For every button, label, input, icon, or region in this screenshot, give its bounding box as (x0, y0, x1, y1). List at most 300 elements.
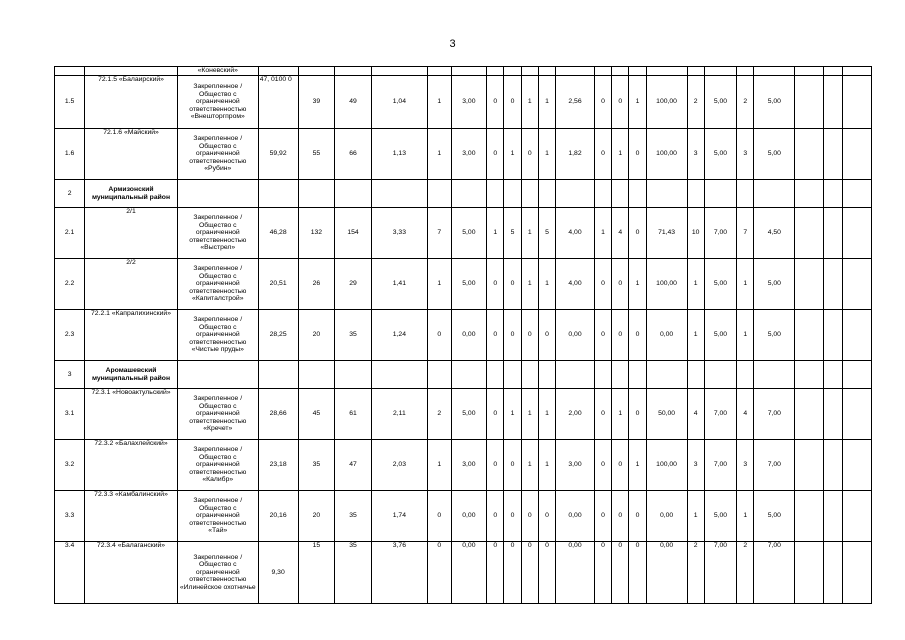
row-number-cell: 1.6 (55, 129, 85, 180)
cell-empty (824, 76, 842, 129)
value-cell: 2 (737, 542, 754, 604)
value-cell: 0 (629, 310, 646, 361)
row-number-cell: 3.4 (55, 542, 85, 604)
value-cell: 0 (594, 389, 611, 440)
value-cell: 47 (335, 440, 372, 491)
value-cell: 5,00 (704, 259, 736, 310)
value-cell: 5,00 (754, 491, 795, 542)
value-cell (754, 361, 795, 389)
value-cell: 0 (629, 389, 646, 440)
area-cell: 59,92 (258, 129, 298, 180)
name-cell: 2/2 (85, 259, 178, 310)
value-cell: 1 (737, 310, 754, 361)
value-cell: 5 (504, 208, 521, 259)
value-cell: 0,00 (646, 491, 687, 542)
value-cell: 0 (487, 310, 504, 361)
value-cell: 7 (737, 208, 754, 259)
cell-empty (538, 67, 555, 76)
value-cell: 0,00 (556, 491, 595, 542)
owner-cell: Закрепленное / Общество с ограниченной ответственностью «Выстрел» (177, 208, 258, 259)
value-cell: 0 (594, 310, 611, 361)
value-cell: 5,00 (754, 310, 795, 361)
value-cell: 55 (298, 129, 335, 180)
cell-empty (824, 67, 842, 76)
value-cell: 0 (487, 389, 504, 440)
row-number-cell: 3 (55, 361, 85, 389)
value-cell: 1,04 (371, 76, 427, 129)
area-cell: 23,18 (258, 440, 298, 491)
value-cell: 2 (687, 76, 704, 129)
value-cell: 0 (427, 542, 451, 604)
value-cell: 0 (504, 491, 521, 542)
cell-empty (521, 67, 538, 76)
value-cell: 7,00 (754, 542, 795, 604)
cell-empty (629, 67, 646, 76)
cell-empty (795, 129, 824, 180)
row-number-cell: 2 (55, 180, 85, 208)
value-cell: 1 (538, 76, 555, 129)
cell-empty (824, 491, 842, 542)
value-cell: 1 (629, 76, 646, 129)
cell-empty (824, 208, 842, 259)
value-cell: 3,00 (451, 129, 487, 180)
value-cell (687, 180, 704, 208)
area-cell: 20,51 (258, 259, 298, 310)
row-number-cell: 1.5 (55, 76, 85, 129)
row-number-cell: 2.3 (55, 310, 85, 361)
cell-empty (842, 76, 871, 129)
value-cell (538, 361, 555, 389)
cell-empty (842, 129, 871, 180)
value-cell: 5,00 (451, 208, 487, 259)
value-cell: 10 (687, 208, 704, 259)
value-cell: 1,82 (556, 129, 595, 180)
owner-cell: Закрепленное / Общество с ограниченной ответственностью «Чистые пруды» (177, 310, 258, 361)
table-row (55, 542, 872, 604)
cell-empty (737, 67, 754, 76)
value-cell: 1 (612, 129, 629, 180)
value-cell: 0 (629, 491, 646, 542)
value-cell: 1 (737, 259, 754, 310)
cell-empty (824, 310, 842, 361)
name-cell: 72.1.5 «Балаирский» (85, 76, 178, 129)
value-cell: 1,13 (371, 129, 427, 180)
owner-cell: Закрепленное / Общество с ограниченной ответственностью «Тай» (177, 491, 258, 542)
cell-empty (842, 67, 871, 76)
owner-cell: Закрепленное / Общество с ограниченной ответственностью «Калибр» (177, 440, 258, 491)
table-row (55, 129, 872, 180)
area-cell (258, 180, 298, 208)
value-cell: 20 (298, 310, 335, 361)
value-cell: 0 (504, 310, 521, 361)
value-cell: 66 (335, 129, 372, 180)
cell-empty (842, 491, 871, 542)
cell-empty (85, 67, 178, 76)
value-cell: 0 (538, 491, 555, 542)
value-cell: 35 (298, 440, 335, 491)
value-cell: 3 (737, 440, 754, 491)
value-cell: 0,00 (451, 310, 487, 361)
value-cell: 0 (594, 542, 611, 604)
value-cell: 0 (521, 310, 538, 361)
value-cell: 1 (538, 259, 555, 310)
value-cell (451, 180, 487, 208)
owner-cell: Закрепленное / Общество с ограниченной ответственностью «Илинейское охотничье (177, 542, 258, 604)
value-cell: 0 (612, 76, 629, 129)
value-cell: 0 (487, 259, 504, 310)
table-row (55, 208, 872, 259)
value-cell: 7,00 (754, 389, 795, 440)
value-cell: 0 (612, 491, 629, 542)
value-cell: 3,33 (371, 208, 427, 259)
value-cell: 0 (521, 491, 538, 542)
value-cell (538, 180, 555, 208)
value-cell: 2,56 (556, 76, 595, 129)
value-cell: 7,00 (704, 208, 736, 259)
cell-empty (824, 542, 842, 604)
cell-empty (824, 129, 842, 180)
value-cell: 3 (737, 129, 754, 180)
value-cell: 7,00 (704, 542, 736, 604)
value-cell: 1,41 (371, 259, 427, 310)
value-cell: 7 (427, 208, 451, 259)
section-row (55, 361, 872, 389)
cell-empty (842, 361, 871, 389)
value-cell (594, 180, 611, 208)
cell-empty (754, 67, 795, 76)
cell-empty (842, 180, 871, 208)
cell-empty (646, 67, 687, 76)
value-cell: 0,00 (451, 542, 487, 604)
table-row (55, 440, 872, 491)
area-cell: 28,25 (258, 310, 298, 361)
value-cell (704, 180, 736, 208)
name-cell: 2/1 (85, 208, 178, 259)
value-cell: 0 (612, 542, 629, 604)
owner-cell: Закрепленное / Общество с ограниченной ответственностью «Рубин» (177, 129, 258, 180)
value-cell: 2 (427, 389, 451, 440)
value-cell: 2 (687, 542, 704, 604)
section-row (55, 180, 872, 208)
value-cell: 20 (298, 491, 335, 542)
value-cell: 3,00 (451, 440, 487, 491)
value-cell: 71,43 (646, 208, 687, 259)
value-cell: 1 (538, 389, 555, 440)
cell-empty (795, 76, 824, 129)
value-cell: 1 (737, 491, 754, 542)
cell-empty (371, 67, 427, 76)
table-row (55, 259, 872, 310)
cell-empty (842, 310, 871, 361)
owner-cell: «Коневский» (177, 67, 258, 76)
value-cell: 0 (629, 129, 646, 180)
value-cell: 5,00 (451, 389, 487, 440)
value-cell: 0,00 (556, 542, 595, 604)
value-cell: 35 (335, 491, 372, 542)
table-row (55, 310, 872, 361)
owner-cell: Закрепленное / Общество с ограниченной ответственностью «Кречет» (177, 389, 258, 440)
owner-cell: Закрепленное / Общество с ограниченной ответственностью «Капиталстрой» (177, 259, 258, 310)
cell-empty (824, 259, 842, 310)
value-cell: 0 (612, 310, 629, 361)
cell-empty (824, 361, 842, 389)
name-cell: Аромашевский муниципальный район (85, 361, 178, 389)
value-cell (335, 180, 372, 208)
value-cell: 1 (504, 129, 521, 180)
value-cell: 0,00 (646, 542, 687, 604)
value-cell: 1 (427, 440, 451, 491)
value-cell (487, 180, 504, 208)
table-row (55, 76, 872, 129)
value-cell: 2,11 (371, 389, 427, 440)
value-cell: 100,00 (646, 440, 687, 491)
value-cell: 1,74 (371, 491, 427, 542)
value-cell: 15 (298, 542, 335, 604)
cell-empty (842, 389, 871, 440)
value-cell: 0 (504, 542, 521, 604)
name-cell: Армизонский муниципальный район (85, 180, 178, 208)
value-cell: 100,00 (646, 76, 687, 129)
value-cell: 3,76 (371, 542, 427, 604)
value-cell: 0 (521, 542, 538, 604)
value-cell: 4,00 (556, 208, 595, 259)
value-cell (371, 180, 427, 208)
table-row (55, 67, 872, 76)
value-cell: 1 (521, 208, 538, 259)
value-cell (704, 361, 736, 389)
value-cell: 1 (427, 259, 451, 310)
cell-empty (258, 67, 298, 76)
value-cell: 0 (487, 440, 504, 491)
value-cell: 1 (612, 389, 629, 440)
name-cell: 72.3.3 «Камбалинский» (85, 491, 178, 542)
value-cell: 2,03 (371, 440, 427, 491)
value-cell: 0 (504, 76, 521, 129)
cell-empty (795, 310, 824, 361)
cell-empty (795, 180, 824, 208)
value-cell: 0 (629, 542, 646, 604)
area-cell: 20,16 (258, 491, 298, 542)
cell-empty (451, 67, 487, 76)
cell-empty (795, 542, 824, 604)
value-cell: 7,00 (704, 389, 736, 440)
value-cell (737, 180, 754, 208)
row-number-cell: 3.2 (55, 440, 85, 491)
cell-empty (335, 67, 372, 76)
page-number: 3 (449, 38, 456, 50)
value-cell (427, 361, 451, 389)
area-cell: 46,28 (258, 208, 298, 259)
value-cell (521, 361, 538, 389)
value-cell: 3 (687, 440, 704, 491)
value-cell: 1 (521, 76, 538, 129)
value-cell: 49 (335, 76, 372, 129)
cell-empty (824, 180, 842, 208)
value-cell: 0 (521, 129, 538, 180)
value-cell: 5,00 (754, 129, 795, 180)
value-cell: 1 (687, 491, 704, 542)
value-cell: 0 (504, 440, 521, 491)
value-cell (504, 180, 521, 208)
cell-empty (594, 67, 611, 76)
cell-empty (842, 208, 871, 259)
cell-empty (704, 67, 736, 76)
value-cell: 4,00 (556, 259, 595, 310)
name-cell: 72.3.4 «Балаганский» (85, 542, 178, 604)
value-cell (504, 361, 521, 389)
value-cell: 5,00 (704, 491, 736, 542)
value-cell: 100,00 (646, 259, 687, 310)
cell-empty (842, 440, 871, 491)
value-cell (612, 361, 629, 389)
table-row (55, 491, 872, 542)
value-cell: 7,00 (704, 440, 736, 491)
row-number-cell: 2.2 (55, 259, 85, 310)
value-cell (487, 361, 504, 389)
cell-empty (427, 67, 451, 76)
table-row (55, 389, 872, 440)
value-cell: 61 (335, 389, 372, 440)
cell-empty (55, 67, 85, 76)
value-cell: 1,24 (371, 310, 427, 361)
value-cell: 2 (737, 76, 754, 129)
value-cell: 26 (298, 259, 335, 310)
value-cell: 2,00 (556, 389, 595, 440)
value-cell: 4,50 (754, 208, 795, 259)
value-cell: 0 (594, 259, 611, 310)
value-cell: 0 (538, 310, 555, 361)
value-cell: 0,00 (451, 491, 487, 542)
cell-empty (842, 542, 871, 604)
value-cell (594, 361, 611, 389)
owner-cell (177, 361, 258, 389)
value-cell: 1 (427, 129, 451, 180)
value-cell: 1 (521, 389, 538, 440)
name-cell: 72.2.1 «Капралихинский» (85, 310, 178, 361)
value-cell: 100,00 (646, 129, 687, 180)
cell-empty (795, 259, 824, 310)
row-number-cell: 2.1 (55, 208, 85, 259)
value-cell: 132 (298, 208, 335, 259)
owner-cell (177, 180, 258, 208)
value-cell: 0 (504, 259, 521, 310)
value-cell (556, 180, 595, 208)
cell-empty (504, 67, 521, 76)
cell-empty (487, 67, 504, 76)
value-cell: 0 (594, 129, 611, 180)
value-cell (737, 361, 754, 389)
value-cell: 29 (335, 259, 372, 310)
value-cell: 35 (335, 310, 372, 361)
value-cell (371, 361, 427, 389)
value-cell: 1 (687, 259, 704, 310)
value-cell: 45 (298, 389, 335, 440)
value-cell (298, 361, 335, 389)
value-cell: 4 (612, 208, 629, 259)
value-cell (646, 361, 687, 389)
value-cell (612, 180, 629, 208)
value-cell: 39 (298, 76, 335, 129)
value-cell: 0 (538, 542, 555, 604)
name-cell: 72.1.6 «Майский» (85, 129, 178, 180)
value-cell: 7,00 (754, 440, 795, 491)
area-cell: 28,66 (258, 389, 298, 440)
value-cell: 1 (487, 208, 504, 259)
value-cell: 154 (335, 208, 372, 259)
value-cell: 5,00 (704, 129, 736, 180)
value-cell: 0 (427, 310, 451, 361)
area-cell (258, 361, 298, 389)
value-cell: 4 (687, 389, 704, 440)
value-cell: 4 (737, 389, 754, 440)
value-cell: 5 (538, 208, 555, 259)
value-cell: 5,00 (754, 259, 795, 310)
value-cell: 5,00 (704, 310, 736, 361)
value-cell: 0 (487, 542, 504, 604)
value-cell: 0 (487, 129, 504, 180)
cell-empty (298, 67, 335, 76)
value-cell: 35 (335, 542, 372, 604)
value-cell: 1 (521, 259, 538, 310)
value-cell (629, 361, 646, 389)
value-cell: 1 (427, 76, 451, 129)
cell-empty (795, 361, 824, 389)
row-number-cell: 3.3 (55, 491, 85, 542)
name-cell: 72.3.2 «Балахлейский» (85, 440, 178, 491)
value-cell (335, 361, 372, 389)
value-cell: 1 (521, 440, 538, 491)
value-cell (754, 180, 795, 208)
value-cell: 0 (594, 76, 611, 129)
row-number-cell: 3.1 (55, 389, 85, 440)
value-cell (298, 180, 335, 208)
cell-empty (842, 259, 871, 310)
value-cell (451, 361, 487, 389)
value-cell: 0,00 (556, 310, 595, 361)
cell-empty (612, 67, 629, 76)
value-cell: 3 (687, 129, 704, 180)
value-cell: 0 (612, 440, 629, 491)
value-cell: 0 (594, 491, 611, 542)
value-cell: 1 (538, 440, 555, 491)
cell-empty (795, 67, 824, 76)
value-cell: 1 (629, 259, 646, 310)
area-cell: 9,30 (258, 542, 298, 604)
value-cell: 0 (612, 259, 629, 310)
value-cell: 1 (629, 440, 646, 491)
cell-empty (795, 389, 824, 440)
name-cell: 72.3.1 «Новоактульский» (85, 389, 178, 440)
value-cell: 0 (629, 208, 646, 259)
value-cell: 1 (504, 389, 521, 440)
area-cell: 47, 0100 0 (258, 76, 298, 129)
value-cell: 1 (594, 208, 611, 259)
value-cell (646, 180, 687, 208)
value-cell (556, 361, 595, 389)
value-cell: 3,00 (556, 440, 595, 491)
value-cell: 5,00 (704, 76, 736, 129)
cell-empty (824, 389, 842, 440)
value-cell (521, 180, 538, 208)
value-cell: 0,00 (646, 310, 687, 361)
cell-empty (824, 440, 842, 491)
value-cell: 0 (487, 491, 504, 542)
value-cell: 0 (487, 76, 504, 129)
cell-empty (556, 67, 595, 76)
value-cell: 1 (687, 310, 704, 361)
value-cell (427, 180, 451, 208)
value-cell: 0 (427, 491, 451, 542)
